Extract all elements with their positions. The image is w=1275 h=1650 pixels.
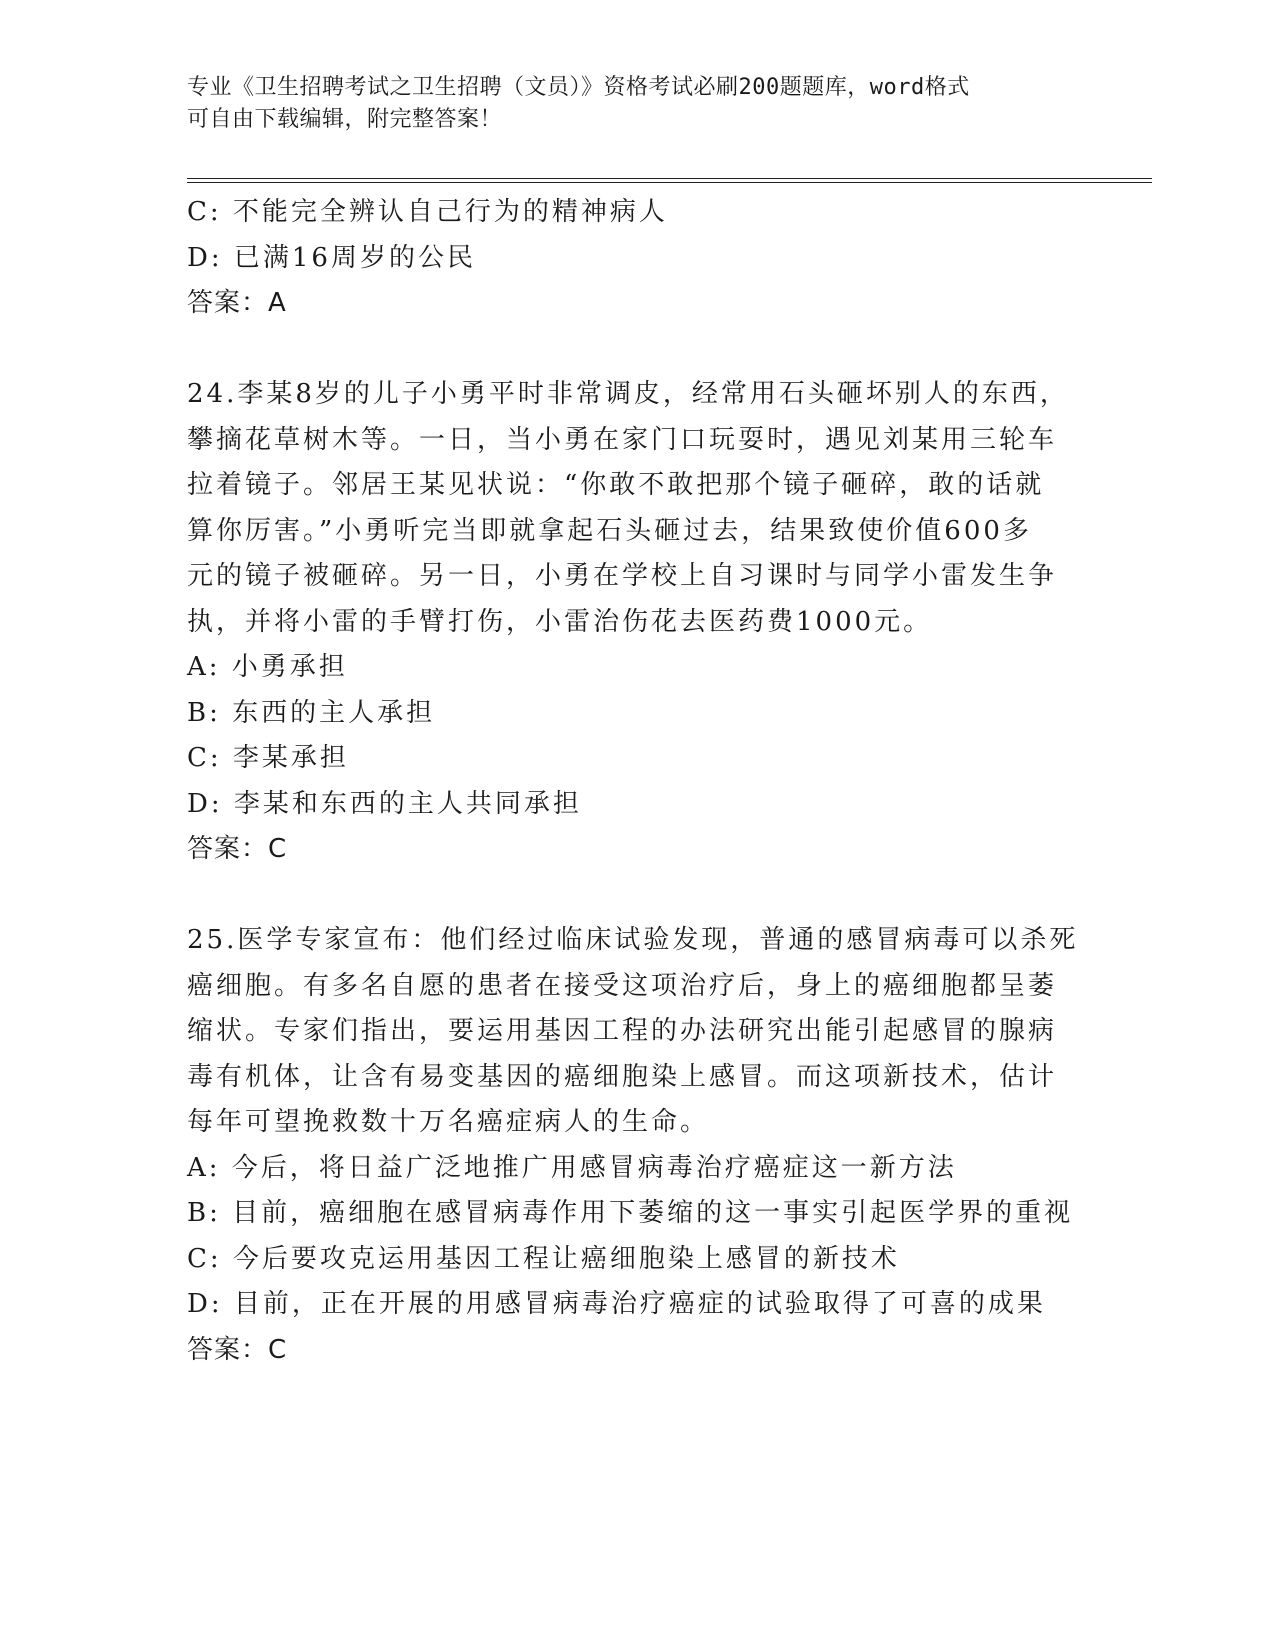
question-24 (187, 372, 1087, 873)
header-divider (187, 178, 1152, 183)
header-line-1: 专业《卫生招聘考试之卫生招聘（文员）》资格考试必刷200题题库，word格式 (187, 75, 970, 100)
option-b: B: 东西的主人承担 (187, 697, 436, 728)
question-line: 每年可望挽救数十万名癌症病人的生命。 (187, 1107, 710, 1137)
answer: 答案：C (187, 834, 288, 864)
spacer (187, 873, 1087, 919)
question-line: 毒有机体，让含有易变基因的癌细胞染上感冒。而这项新技术，估计 (187, 1061, 1058, 1092)
question-line: 算你厉害。”小勇听完当即就拿起石头砸过去，结果致使价值600多 (187, 515, 1032, 546)
page-header (187, 72, 1067, 136)
option-c: C: 今后要攻克运用基因工程让癌细胞染上感冒的新技术 (187, 1243, 900, 1274)
option-d: D: 目前，正在开展的用感冒病毒治疗癌症的试验取得了可喜的成果 (187, 1289, 1046, 1319)
option-c: C: 不能完全辨认自己行为的精神病人 (187, 197, 668, 227)
question-line: 执，并将小雷的手臂打伤，小雷治伤花去医药费1000元。 (187, 606, 933, 637)
question-text (187, 372, 1067, 645)
option-a: A: 今后，将日益广泛地推广用感冒病毒治疗癌症这一新方法 (187, 1152, 957, 1183)
option-b: B: 目前，癌细胞在感冒病毒作用下萎缩的这一事实引起医学界的重视 (187, 1198, 1074, 1228)
question-line: 癌细胞。有多名自愿的患者在接受这项治疗后，身上的癌细胞都呈萎 (187, 970, 1058, 1001)
spacer (187, 327, 1087, 373)
question-line: 元的镜子被砸碎。另一日，小勇在学校上自习课时与同学小雷发生争 (187, 561, 1058, 591)
question-text (187, 918, 1079, 1146)
option-d: D: 已满16周岁的公民 (187, 242, 476, 273)
question-line: 拉着镜子。邻居王某见状说：“你敢不敢把那个镜子砸碎，敢的话就 (187, 470, 1045, 500)
question-23 (187, 190, 1087, 327)
answer: 答案：A (187, 288, 287, 318)
document-body (187, 190, 1087, 1373)
question-line: 25.医学专家宣布：他们经过临床试验发现，普通的感冒病毒可以杀死 (187, 925, 1079, 955)
question-25 (187, 918, 1087, 1373)
answer: 答案：C (187, 1334, 288, 1365)
question-line: 缩状。专家们指出，要运用基因工程的办法研究出能引起感冒的腺病 (187, 1016, 1058, 1046)
question-line: 攀摘花草树木等。一日，当小勇在家门口玩耍时，遇见刘某用三轮车 (187, 424, 1058, 455)
option-a: A: 小勇承担 (187, 652, 348, 682)
header-line-2: 可自由下载编辑，附完整答案！ (187, 107, 503, 132)
option-c: C: 李某承担 (187, 743, 349, 773)
question-line: 24.李某8岁的儿子小勇平时非常调皮，经常用石头砸坏别人的东西， (187, 379, 1069, 409)
option-d: D: 李某和东西的主人共同承担 (187, 788, 582, 819)
